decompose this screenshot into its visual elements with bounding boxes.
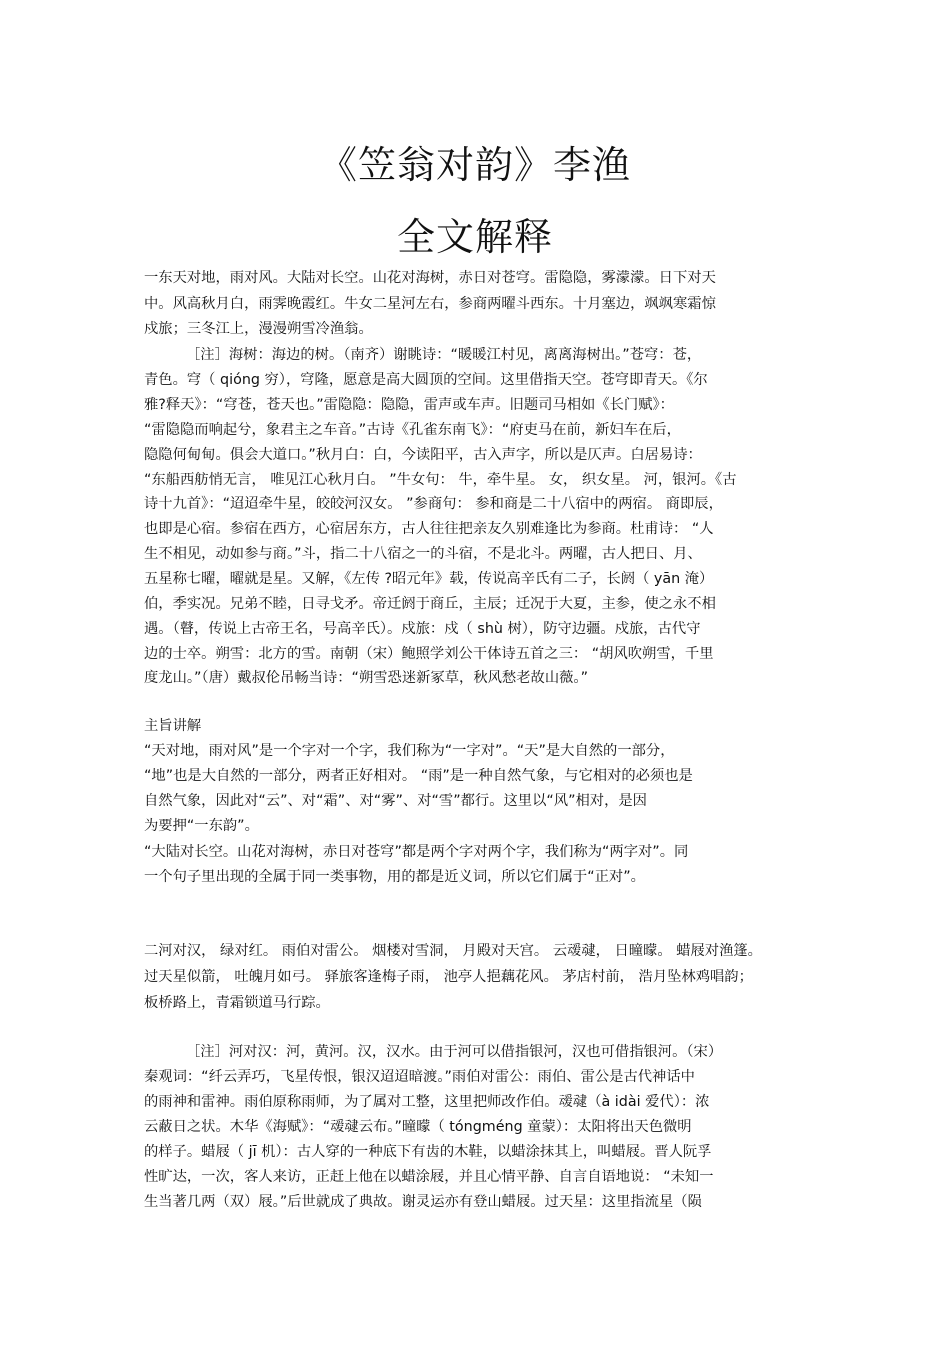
text-line: 中。风高秋月白，雨霁晚霞红。牛女二星河左右，参商两曜斗西东。十月塞边，飒飒寒霜惊: [144, 296, 716, 312]
text-line: 一个句子里出现的全属于同一类事物，用的都是近义词，所以它们属于“正对”。: [144, 869, 645, 885]
annotation-line: 的样子。蜡屐（ jī 机）：古人穿的一种底下有齿的木鞋，以蜡涂抹其上，叫蜡屐。晋人阮孚: [144, 1144, 712, 1160]
annotation-line: “雷隐隐而响起兮，象君主之车音。”古诗《孔雀东南飞》：“府吏马在前，新妇车在后，: [144, 422, 681, 438]
annotation-line: 青色。穹（ qióng 穷），穹隆，愿意是高大圆顶的空间。这里借指天空。苍穹即青天。《尔: [144, 372, 708, 388]
annotation-line: 生当著几两（双）屐。”后世就成了典故。谢灵运亦有登山蜡屐。过天星：这里指流星（陨: [144, 1194, 702, 1210]
annotation-line: 隐隐何甸甸。俱会大道口。”秋月白：白，今读阳平，古入声字，所以是仄声。白居易诗：: [144, 447, 702, 463]
annotation-line: 云蔽日之状。木华《海赋》：“叆叇云布。”曈曚（ tóngméng 童蒙）：太阳将出天色微明: [144, 1119, 692, 1135]
text-line: “地”也是大自然的一部分，两者正好相对。 “雨”是一种自然气象，与它相对的必须也是: [144, 768, 693, 784]
annotation-line: ［注］海树：海边的树。（南齐）谢眺诗：“暖暖江村见，离离海树出。”苍穹：苍，: [186, 347, 702, 363]
annotation-line: 五星称七曜，曜就是星。又解，《左传 ?昭元年》载，传说高辛氏有二子，长阏（ yān 淹）: [144, 571, 714, 587]
annotation-line: 诗十九首》：“迢迢牵牛星，皎皎河汉女。 ”参商句： 参和商是二十八宿中的两宿。 商即辰，: [144, 496, 723, 512]
annotation-line: 雅?释天》：“穹苍，苍天也。”雷隐隐：隐隐，雷声或车声。旧题司马相如《长门赋》：: [144, 397, 674, 413]
annotation-line: 生不相见，动如参与商。”斗，指二十八宿之一的斗宿，不是北斗。两曜，古人把日、月、: [144, 546, 702, 562]
document-subtitle: 全文解释: [396, 215, 553, 259]
annotation-line: 也即是心宿。参宿在西方，心宿居东方，古人往往把亲友久别难逢比为参商。杜甫诗： “人: [144, 521, 714, 537]
text-line: 二河对汉， 绿对红。 雨伯对雷公。 烟楼对雪洞， 月殿对天宫。 云叆叇， 日曈曚。 蜡屐对渔篷。: [144, 943, 762, 959]
section-heading: 主旨讲解: [144, 718, 202, 734]
annotation-line: 的雨神和雷神。雨伯原称雨师，为了属对工整，这里把师改作伯。叆叇（à idài 爱代）：浓: [144, 1094, 710, 1110]
annotation-line: ［注］河对汉：河，黄河。汉，汉水。由于河可以借指银河，汉也可借指银河。（宋）: [186, 1044, 723, 1060]
text-line: 为要押“一东韵”。: [144, 818, 259, 834]
annotation-line: 秦观词：“纤云弄巧，飞星传恨，银汉迢迢暗渡。”雨伯对雷公：雨伯、雷公是古代神话中: [144, 1069, 695, 1085]
text-line: 板桥路上，青霜锁道马行踪。: [144, 995, 330, 1011]
text-line: “大陆对长空。山花对海树，赤日对苍穹”都是两个字对两个字，我们称为“两字对”。同: [144, 844, 689, 860]
text-line: 自然气象，因此对“云”、对“霜”、对“雾”、对“雪”都行。这里以“风”相对，是因: [144, 793, 647, 809]
text-line: 一东天对地，雨对风。大陆对长空。山花对海树，赤日对苍穹。雷隐隐，雾濛濛。日下对天: [144, 270, 716, 286]
annotation-line: 伯，季实况。兄弟不睦，日寻戈矛。帝迁阏于商丘，主辰；迁况于大夏，主参，使之永不相: [144, 596, 716, 612]
text-line: 戍旅；三冬江上，漫漫朔雪冷渔翁。: [144, 321, 373, 337]
text-line: 过天星似箭， 吐魄月如弓。 驿旅客逢梅子雨， 池亭人挹藕花风。 茅店村前， 浩月坠林鸡唱韵；: [144, 969, 753, 985]
text-line: “天对地，雨对风”是一个字对一个字，我们称为“一字对”。“天”是大自然的一部分，: [144, 743, 675, 759]
annotation-line: 度龙山。”（唐）戴叔伦吊畅当诗：“朔雪恐迷新冢草，秋风愁老故山薇。”: [144, 670, 588, 686]
annotation-line: 性旷达，一次，客人来访，正赶上他在以蜡涂屐，并且心情平静、自言自语地说： “未知一: [144, 1169, 714, 1185]
annotation-line: 边的士卒。朔雪：北方的雪。南朝（宋）鲍照学刘公干体诗五首之三： “胡风吹朔雪，千里: [144, 646, 714, 662]
annotation-line: 遇。（瞽，传说上古帝王名，号高辛氏）。戍旅：戍（ shù 树），防守边疆。戍旅，古代守: [144, 621, 701, 637]
document-title: 《笠翁对韵》李渔: [318, 143, 631, 187]
annotation-line: “东船西舫悄无言， 唯见江心秋月白。 ”牛女句： 牛，牵牛星。 女， 织女星。 河，银河。《古: [144, 472, 737, 488]
